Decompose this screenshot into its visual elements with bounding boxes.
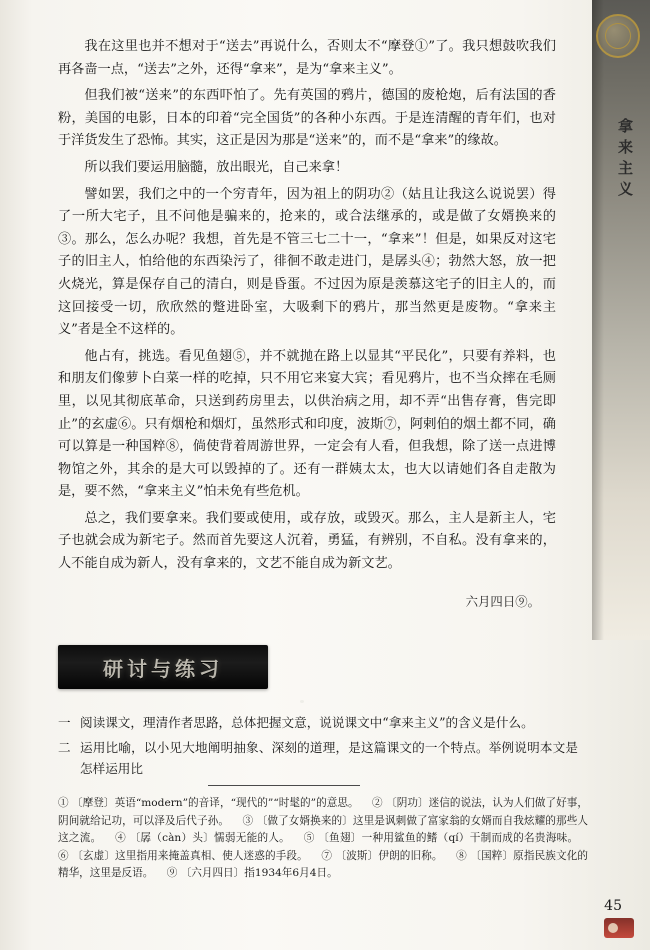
- paper-speck: [420, 520, 422, 522]
- exercise-number: 二: [58, 740, 71, 755]
- exercise-text: 运用比喻，以小见大地阐明抽象、深刻的道理，是这篇课文的一个特点。举例说明本文是怎样运用比: [80, 740, 578, 776]
- paper-speck: [300, 700, 304, 703]
- decorative-side-band: [592, 0, 650, 640]
- paragraph: 我在这里也并不想对于“送去”再说什么，否则太不“摩登①”了。我只想鼓吹我们再各啬一点，“送去”之外，还得“拿来”，是为“拿来主义”。: [58, 39, 556, 77]
- footnotes: [58, 795, 588, 883]
- exercise-item: [58, 737, 578, 779]
- footnote: ③ 〔做了女婿换来的〕这里是讽刺做了富家翁的女婿而自我炫耀的那些人这之流。: [58, 814, 588, 844]
- exercise-number: 一: [58, 715, 71, 730]
- exercise-item: [58, 712, 578, 733]
- article-body: [58, 36, 556, 610]
- footnote: ② 〔阴功〕迷信的说法，认为人们做了好事，阴间就给记功，可以泽及后代子孙。: [58, 797, 589, 827]
- exercise-text: 阅读课文，理清作者思路，总体把握文意，说说课文中“拿来主义”的含义是什么。: [80, 715, 534, 730]
- paragraph: 所以我们要运用脑髓，放出眼光，自己来拿！: [84, 159, 349, 175]
- footnote: ⑥ 〔玄虚〕这里指用来掩盖真相、使人迷惑的手段。: [58, 849, 308, 862]
- footnote: ⑤ 〔鱼翅〕一种用鲨鱼的鳍（qí）干制而成的名贵海味。: [303, 832, 579, 844]
- vertical-chapter-title: 拿来主义: [616, 118, 634, 202]
- footnote: ⑧ 〔国粹〕原指民族文化的精华，这里是反语。: [58, 849, 589, 879]
- paragraph: 但我们被“送来”的东西吓怕了。先有英国的鸦片，德国的废枪炮，后有法国的香粉，美国的电影，日本的印着“完全国货”的各种小东西。于是连清醒的青年们，也对于洋货发生了恐怖。其实，这正是因为那是“送来”的，而不是“拿来”的缘故。: [58, 88, 556, 149]
- corner-logo-icon: [604, 918, 634, 938]
- paragraph: 譬如罢，我们之中的一个穷青年，因为祖上的阴功②（姑且让我这么说说罢）得了一所大宅子，且不问他是骗来的，抢来的，或合法继承的，或是做了女婿换来的③。那么，怎么办呢？我想，首先是不管三七二十一，“拿来”！但是，如果反对这宅子的旧主人，怕给他的东西染污了，徘徊不敢走进门，是孱头④；勃然大怒，放一把火烧光，算是保存自己的清白，则是昏蛋。不过因为原是羡慕这宅子的旧主人的，而这回接受一切，欣欣然的蹩进卧室，大吸剩下的鸦片，那当然更是废物。“拿来主义”者是全不这样的。: [58, 186, 556, 338]
- paper-speck: [120, 300, 123, 303]
- footnote-divider: [208, 785, 360, 786]
- footnote: ⑨ 〔六月四日〕指1934年6月4日。: [166, 867, 338, 879]
- exercises-banner-text: 研讨与练习: [103, 656, 223, 681]
- seal-icon: [596, 14, 640, 58]
- footnote: ① 〔摩登〕英语“modern”的音译，“现代的”“时髦的”的意思。: [58, 797, 359, 809]
- page-number: 45: [604, 898, 622, 914]
- date-line: 六月四日⑨。: [465, 593, 540, 609]
- paragraph: 他占有，挑选。看见鱼翅⑤，并不就抛在路上以显其“平民化”，只要有养料，也和朋友们像萝卜白菜一样的吃掉，只不用它来宴大宾；看见鸦片，也不当众摔在毛厕里，以见其彻底革命，只送到药房里去，以供治病之用，却不弄“出售存膏，售完即止”的玄虚⑥。只有烟枪和烟灯，虽然形式和印度，波斯⑦，阿剌伯的烟土都不同，确可以算是一种国粹⑧，倘使背着周游世界，一定会有人看，但我想，除了送一点进博物馆之外，其余的是大可以毁掉的了。还有一群姨太太，也大以请她们各自走散为是，要不然，“拿来主义”怕未免有些危机。: [58, 348, 556, 500]
- footnote: ④ 〔孱（càn）头〕懦弱无能的人。: [115, 832, 291, 844]
- exercises-banner: [58, 645, 268, 689]
- footnote: ⑦ 〔波斯〕伊朗的旧称。: [321, 849, 443, 862]
- exercises-list: [58, 712, 578, 783]
- paragraph: 总之，我们要拿来。我们要或使用，或存放，或毁灭。那么，主人是新主人，宅子也就会成为新宅子。然而首先要这人沉着，勇猛，有辨别，不自私。没有拿来的，人不能自成为新人，没有拿来的，文艺不能自成为新文艺。: [58, 510, 556, 572]
